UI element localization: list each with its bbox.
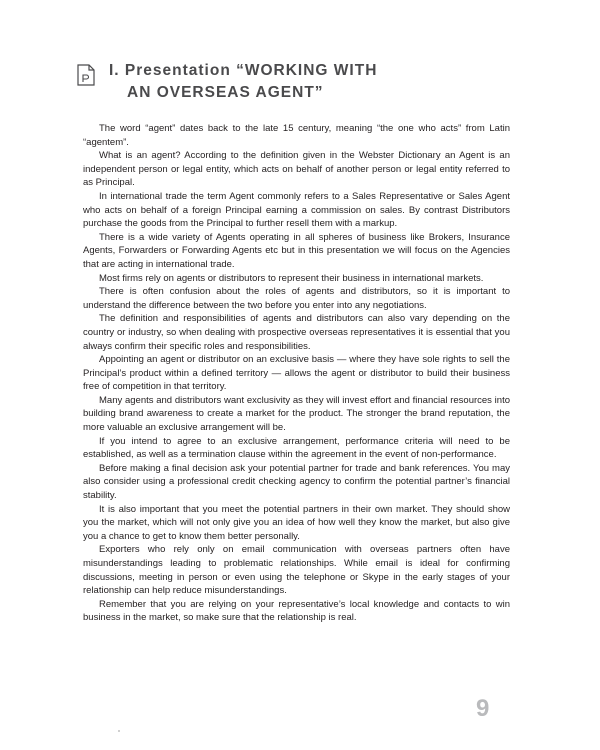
paragraph: The word “agent” dates back to the late 15 century, meaning “the one who acts” from Latin “agentem”. [83,123,510,148]
document-icon [77,64,95,86]
paragraph: Before making a final decision ask your potential partner for trade and bank references. You may also consider using a professional credit checking agency to confirm the potential partner’s financial stability. [83,462,510,502]
body-text [83,122,510,625]
title-line-1: I. Presentation “WORKING WITH [109,62,378,79]
title-line-2: AN OVERSEAS AGENT” [127,84,324,101]
paragraph: If you intend to agree to an exclusive arrangement, performance criteria will need to be established, as well as a termination clause within the agreement in the event of non-performance. [83,435,510,461]
scan-speck [118,730,120,732]
page-number: 9 [476,695,490,722]
paragraph: Appointing an agent or distributor on an exclusive basis — where they have sole rights to sell the Principal’s product within a defined territory — allows the agent or distributor to build their business free of competition in that territory. [83,354,510,393]
paragraph: There is a wide variety of Agents operating in all spheres of business like Brokers, Insurance Agents, Forwarders or Forwarding Agents etc but in this presentation we will focus on the Agencies that are acting in international trade. [83,231,510,270]
section-header [77,60,517,110]
paragraph: It is also important that you meet the potential partners in their own market. They should show you the market, which will not only give you an idea of how well they know the market, but also give you a chance to get to know them better personally. [83,503,510,542]
page-title [109,60,377,104]
paragraph: Most firms rely on agents or distributors to represent their business in international markets. [99,272,484,284]
paragraph: There is often confusion about the roles of agents and distributors, so it is important to understand the difference between the two before you enter into any negotiations. [83,286,510,311]
paragraph: In international trade the term Agent commonly refers to a Sales Representative or Sales Agent who acts on behalf of a foreign Principal earning a commission on sales. By contrast Distributors purchase the goods from the Principal to further resell them with a markup. [83,190,510,230]
paragraph: Remember that you are relying on your representative’s local knowledge and contacts to win business in the market, so make sure that the relationship is real. [83,598,510,624]
paragraph: The definition and responsibilities of agents and distributors can also vary depending on the country or industry, so when dealing with prospective overseas representatives it is essential that you always confirm their specific roles and responsibilities. [83,313,510,352]
paragraph: What is an agent? According to the definition given in the Webster Dictionary an Agent is an independent person or legal entity, which acts on behalf of another person or legal entity referred to as Principal. [83,150,510,189]
paragraph: Exporters who rely only on email communication with overseas partners often have misunderstandings leading to problematic relationships. While email is ideal for confirming discussions, meeting in person or even using the telephone or Skype in the early stages of your relationship can help reduce misunderstandings. [83,544,510,597]
paragraph: Many agents and distributors want exclusivity as they will invest effort and financial resources into building brand awareness to create a market for the product. The stronger the brand reputation, the more valuable an exclusive arrangement will be. [83,394,510,434]
